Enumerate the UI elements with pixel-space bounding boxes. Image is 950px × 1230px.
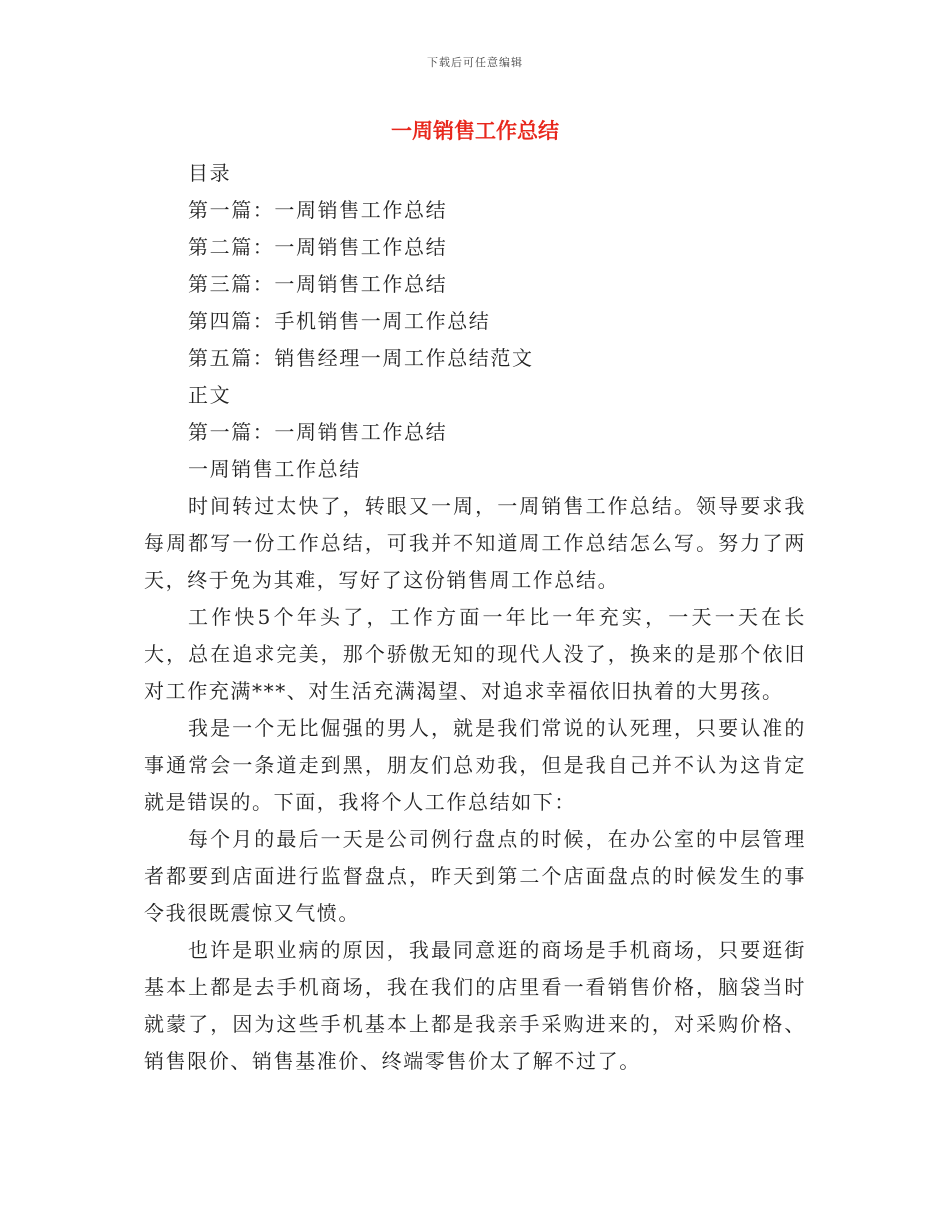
body-heading: 正文 <box>188 383 232 407</box>
section-title: 第一篇：一周销售工作总结 <box>188 420 448 444</box>
document-title: 一周销售工作总结 <box>391 119 559 143</box>
paragraph: 工作快5个年头了，工作方面一年比一年充实，一天一天在长大，总在追求完美，那个骄傲无知的现代人没了，换来的是那个依旧对工作充满***、对生活充满渴望、对追求幸福依旧执着的大男孩。 <box>144 605 806 703</box>
paragraph: 每个月的最后一天是公司例行盘点的时候，在办公室的中层管理者都要到店面进行监督盘点，昨天到第二个店面盘点的时候发生的事令我很既震惊又气愤。 <box>144 827 806 925</box>
toc-item: 第一篇：一周销售工作总结 <box>188 198 448 222</box>
toc-item: 第三篇：一周销售工作总结 <box>188 272 448 296</box>
toc-heading: 目录 <box>188 161 232 185</box>
document-body <box>144 155 806 1080</box>
article-title: 一周销售工作总结 <box>188 457 361 481</box>
paragraph: 也许是职业病的原因，我最同意逛的商场是手机商场，只要逛街基本上都是去手机商场，我在我们的店里看一看销售价格，脑袋当时就蒙了，因为这些手机基本上都是我亲手采购进来的，对采购价格、销售限价、销售基准价、终端零售价太了解不过了。 <box>144 938 806 1073</box>
header-note: 下载后可任意编辑 <box>427 56 523 69</box>
toc-item: 第二篇：一周销售工作总结 <box>188 235 448 259</box>
paragraph: 时间转过太快了，转眼又一周，一周销售工作总结。领导要求我每周都写一份工作总结，可我并不知道周工作总结怎么写。努力了两天，终于免为其难，写好了这份销售周工作总结。 <box>144 494 806 592</box>
paragraph: 我是一个无比倔强的男人，就是我们常说的认死理，只要认准的事通常会一条道走到黑，朋友们总劝我，但是我自己并不认为这肯定就是错误的。下面，我将个人工作总结如下： <box>144 716 806 814</box>
toc-item: 第四篇：手机销售一周工作总结 <box>188 309 491 333</box>
toc-item: 第五篇：销售经理一周工作总结范文 <box>188 346 534 370</box>
